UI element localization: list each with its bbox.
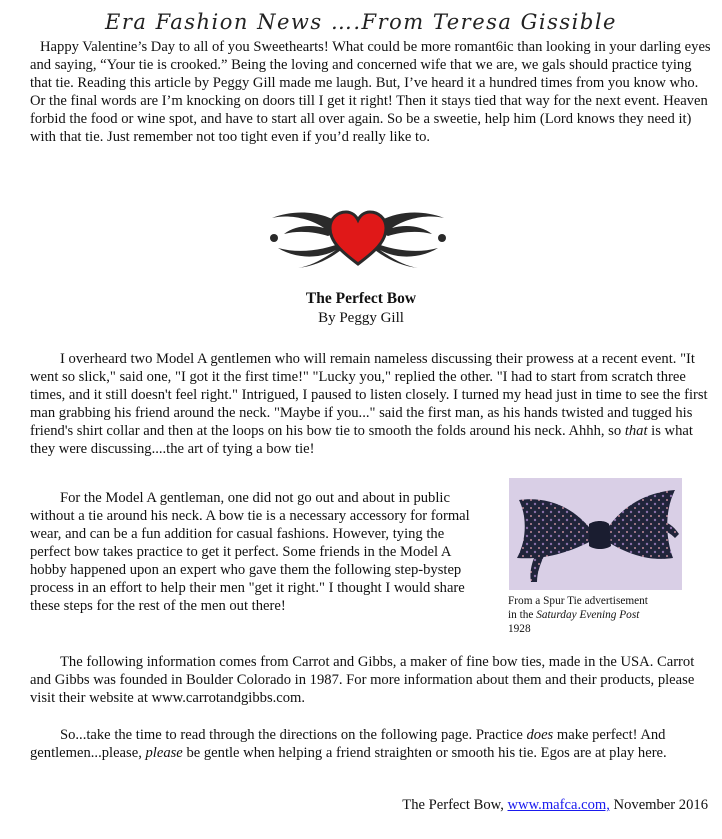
photo-caption [508, 594, 713, 636]
p4-text-b: make perfect! And gentlemen...please, [30, 727, 666, 761]
article-paragraph-3: The following information comes from Carrot and Gibbs, a maker of fine bow ties, made in the USA. Carrot and Gibbs was founded in Boulder Colorado in 1987. For more information about them and their products, please visit their website at www.carrotandgibbs.com. [30, 654, 695, 706]
article-title: The Perfect Bow [305, 290, 417, 307]
article-paragraph-2: For the Model A gentleman, one did not go out and about in public without a tie around his neck. A bow tie is a necessary accessory for formal wear, and can be a fun addition for casual fashions. However, tying the perfect bow takes practice to get it perfect. Some friends in the Model A hobby happened upon an expert who gave them the following step-bystep process in an effort to help their men "get it right." I thought I would share these steps for the rest of the men out there! [30, 490, 470, 614]
p4-emphasis-1: does [526, 727, 554, 743]
p4-text-a: So...take the time to read through the directions on the following page. Practice [60, 727, 527, 743]
caption-prefix: in the [508, 609, 537, 621]
bow-tie-photo [509, 478, 682, 590]
footer-suffix: November 2016 [609, 797, 708, 813]
p1-text-before: I overheard two Model A gentlemen who will remain nameless discussing their prowess at a recent event. "It went so slick," said one, "I got it the first time!" "Lucky you," replied the other. "I had to start from scratch three times, and it still doesn't feel right." Intrigued, I paused to listen closely. I turned my head just in time to see the first man grabbing his friend around the neck. "Maybe if you..." said the first man, as his hands twisted and tugged his friend's shirt collar and then at the loops on his bow tie to smooth the folds around his neck. Ahhh, so [30, 351, 708, 439]
article-paragraph-4 [30, 726, 712, 762]
caption-year: 1928 [508, 623, 531, 635]
heart-shape [330, 212, 386, 264]
caption-line-1: From a Spur Tie advertisement [508, 595, 648, 607]
article-byline: By Peggy Gill [318, 310, 404, 326]
p1-text-after: is what they were discussing....the art of tying a bow tie! [30, 423, 693, 457]
footer-prefix: The Perfect Bow, [402, 797, 508, 813]
article-paragraph-1 [30, 350, 712, 458]
right-scroll-dot [438, 234, 446, 242]
page-footer [402, 797, 708, 814]
intro-paragraph: Happy Valentine’s Day to all of you Sweethearts! What could be more romant6ic than looking in your darling eyes and saying, “Your tie is crooked.” Being the loving and concerned wife that we are, we gals should practice tying that tie. Reading this article by Peggy Gill made me laugh. But, I’ve heard it a hundred times from you know who. Or the final words are I’m knocking on doors till I get it right! Then it stays tied that way for the next event. Heaven forbid the food or wine spot, and have to start all over again. So be a sweetie, help him (Lord knows they need it) with that tie. Just remember not too tight even if you’d really like to. [30, 39, 711, 145]
heart-scroll-ornament-icon [258, 204, 458, 270]
caption-line-2 [508, 608, 713, 622]
left-scroll-dot [270, 234, 278, 242]
p1-emphasis: that [624, 423, 648, 439]
footer-link[interactable]: www.mafca.com, [507, 797, 610, 813]
page-title: Era Fashion News ….From Teresa Gissible [105, 10, 617, 34]
p4-text-c: be gentle when helping a friend straighten or smooth his tie. Egos are at play here. [182, 745, 667, 761]
caption-publication: Saturday Evening Post [536, 609, 640, 621]
p4-emphasis-2: please [145, 745, 183, 761]
bow-tie-photo-icon [509, 478, 682, 590]
